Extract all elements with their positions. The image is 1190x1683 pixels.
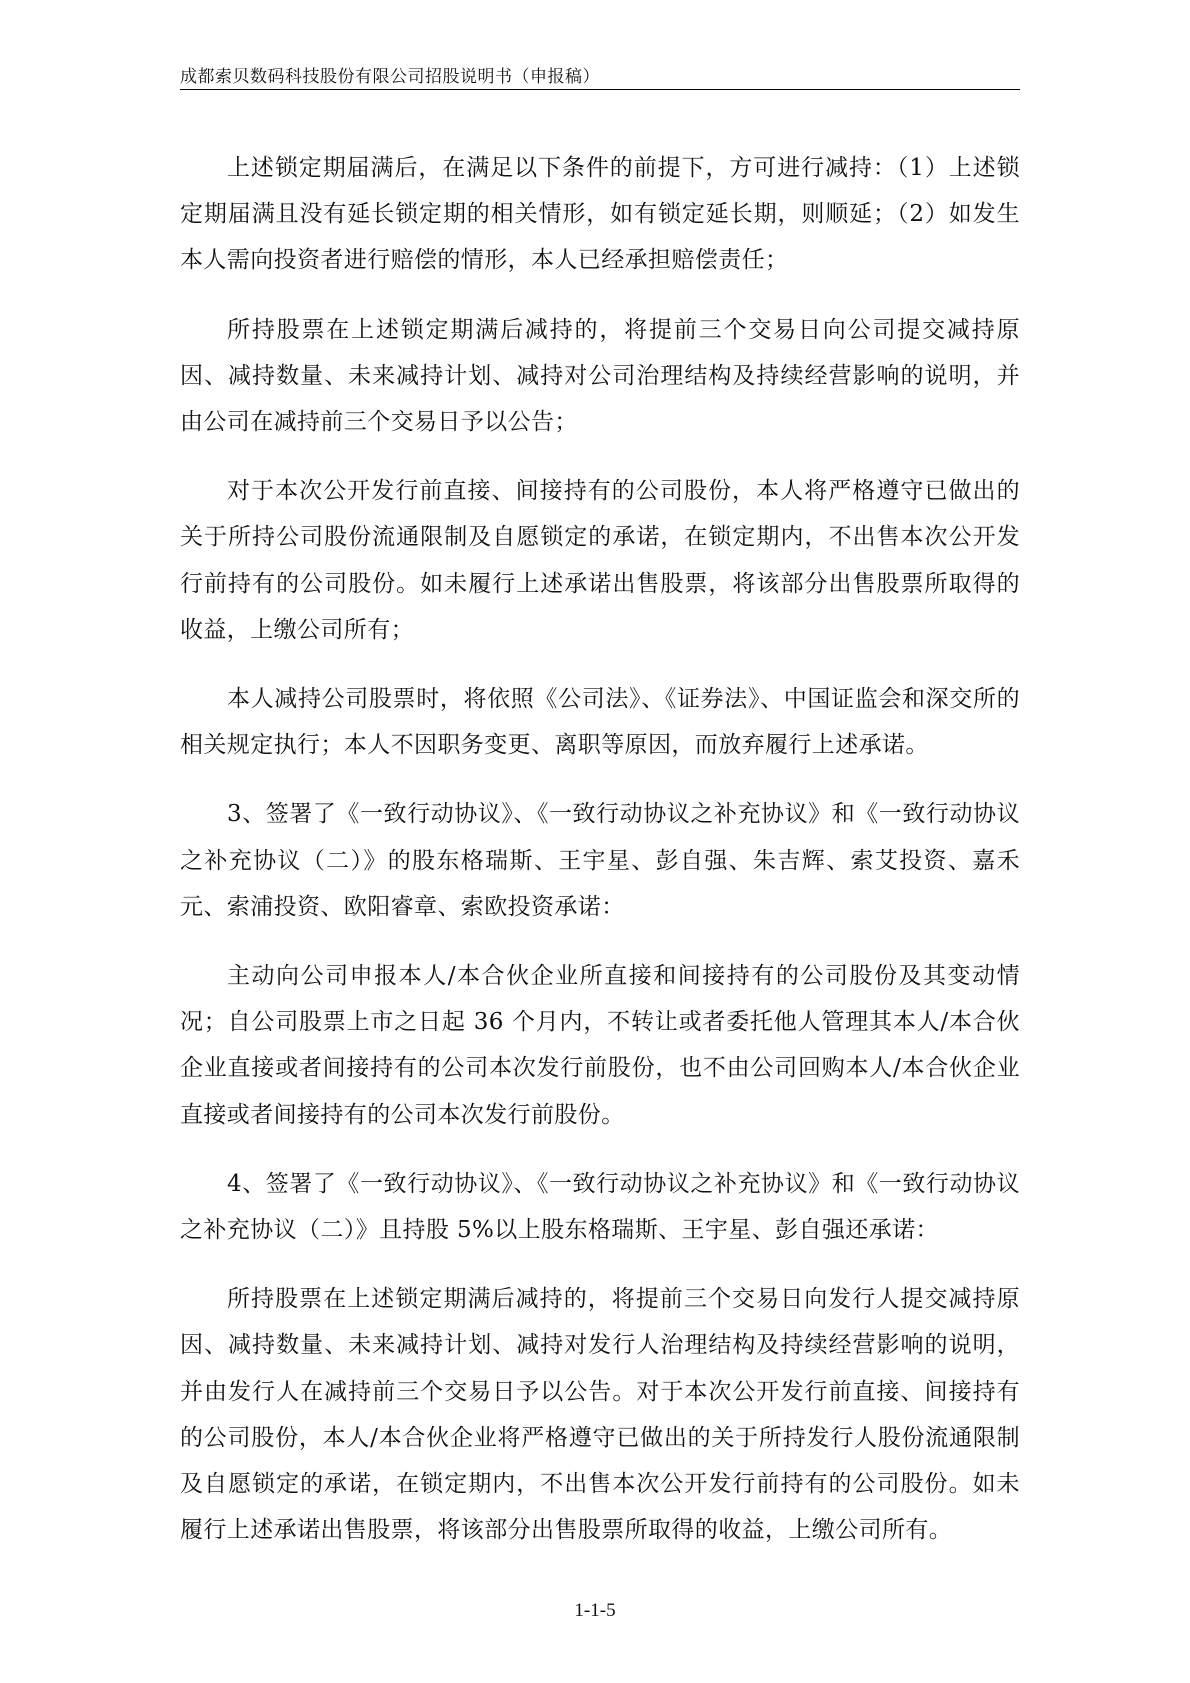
- page-header: [180, 52, 1020, 90]
- document-title: 成都索贝数码科技股份有限公司招股说明书（申报稿）: [180, 67, 600, 87]
- paragraph-item-3-heading: 3、签署了《一致行动协议》、《一致行动协议之补充协议》和《一致行动协议之补充协议（二）》的股东格瑞斯、王宇星、彭自强、朱吉辉、索艾投资、嘉禾元、索浦投资、欧阳睿章、索欧投资承诺：: [180, 801, 1020, 920]
- paragraph-legal-compliance: 本人减持公司股票时，将依照《公司法》、《证券法》、中国证监会和深交所的相关规定执行；本人不因职务变更、离职等原因，而放弃履行上述承诺。: [180, 686, 1020, 759]
- paragraph-lockup-commitment: 对于本次公开发行前直接、间接持有的公司股份，本人将严格遵守已做出的关于所持公司股份流通限制及自愿锁定的承诺，在锁定期内，不出售本次公开发行前持有的公司股份。如未履行上述承诺出售股票，将该部分出售股票所取得的收益，上缴公司所有；: [180, 478, 1020, 643]
- paragraph-36-month-lockup: 主动向公司申报本人/本合伙企业所直接和间接持有的公司股份及其变动情况；自公司股票上市之日起 36 个月内，不转让或者委托他人管理其本人/本合伙企业直接或者间接持有的公司本次发行前股份，也不由公司回购本人/本合伙企业直接或者间接持有的公司本次发行前股份。: [180, 963, 1020, 1128]
- paragraph-item-4-heading: 4、签署了《一致行动协议》、《一致行动协议之补充协议》和《一致行动协议之补充协议（二）》且持股 5%以上股东格瑞斯、王宇星、彭自强还承诺：: [180, 1170, 1020, 1244]
- document-body: [180, 145, 1020, 1576]
- paragraph-lockup-reduction-conditions: 上述锁定期届满后，在满足以下条件的前提下，方可进行减持：（1）上述锁定期届满且没有延长锁定期的相关情形，如有锁定延长期，则顺延；（2）如发生本人需向投资者进行赔偿的情形，本人已经承担赔偿责任；: [180, 155, 1020, 274]
- paragraph-reduction-announcement: 所持股票在上述锁定期满后减持的，将提前三个交易日向公司提交减持原因、减持数量、未来减持计划、减持对公司治理结构及持续经营影响的说明，并由公司在减持前三个交易日予以公告；: [180, 316, 1020, 436]
- paragraph-major-shareholder-commitment: 所持股票在上述锁定期满后减持的，将提前三个交易日向发行人提交减持原因、减持数量、未来减持计划、减持对发行人治理结构及持续经营影响的说明，并由发行人在减持前三个交易日予以公告。对于本次公开发行前直接、间接持有的公司股份，本人/本合伙企业将严格遵守已做出的关于所持发行人股份流通限制及自愿锁定的承诺，在锁定期内，不出售本次公开发行前持有的公司股份。如未履行上述承诺出售股票，将该部分出售股票所取得的收益，上缴公司所有。: [180, 1286, 1020, 1544]
- page-number: 1-1-5: [574, 1600, 616, 1621]
